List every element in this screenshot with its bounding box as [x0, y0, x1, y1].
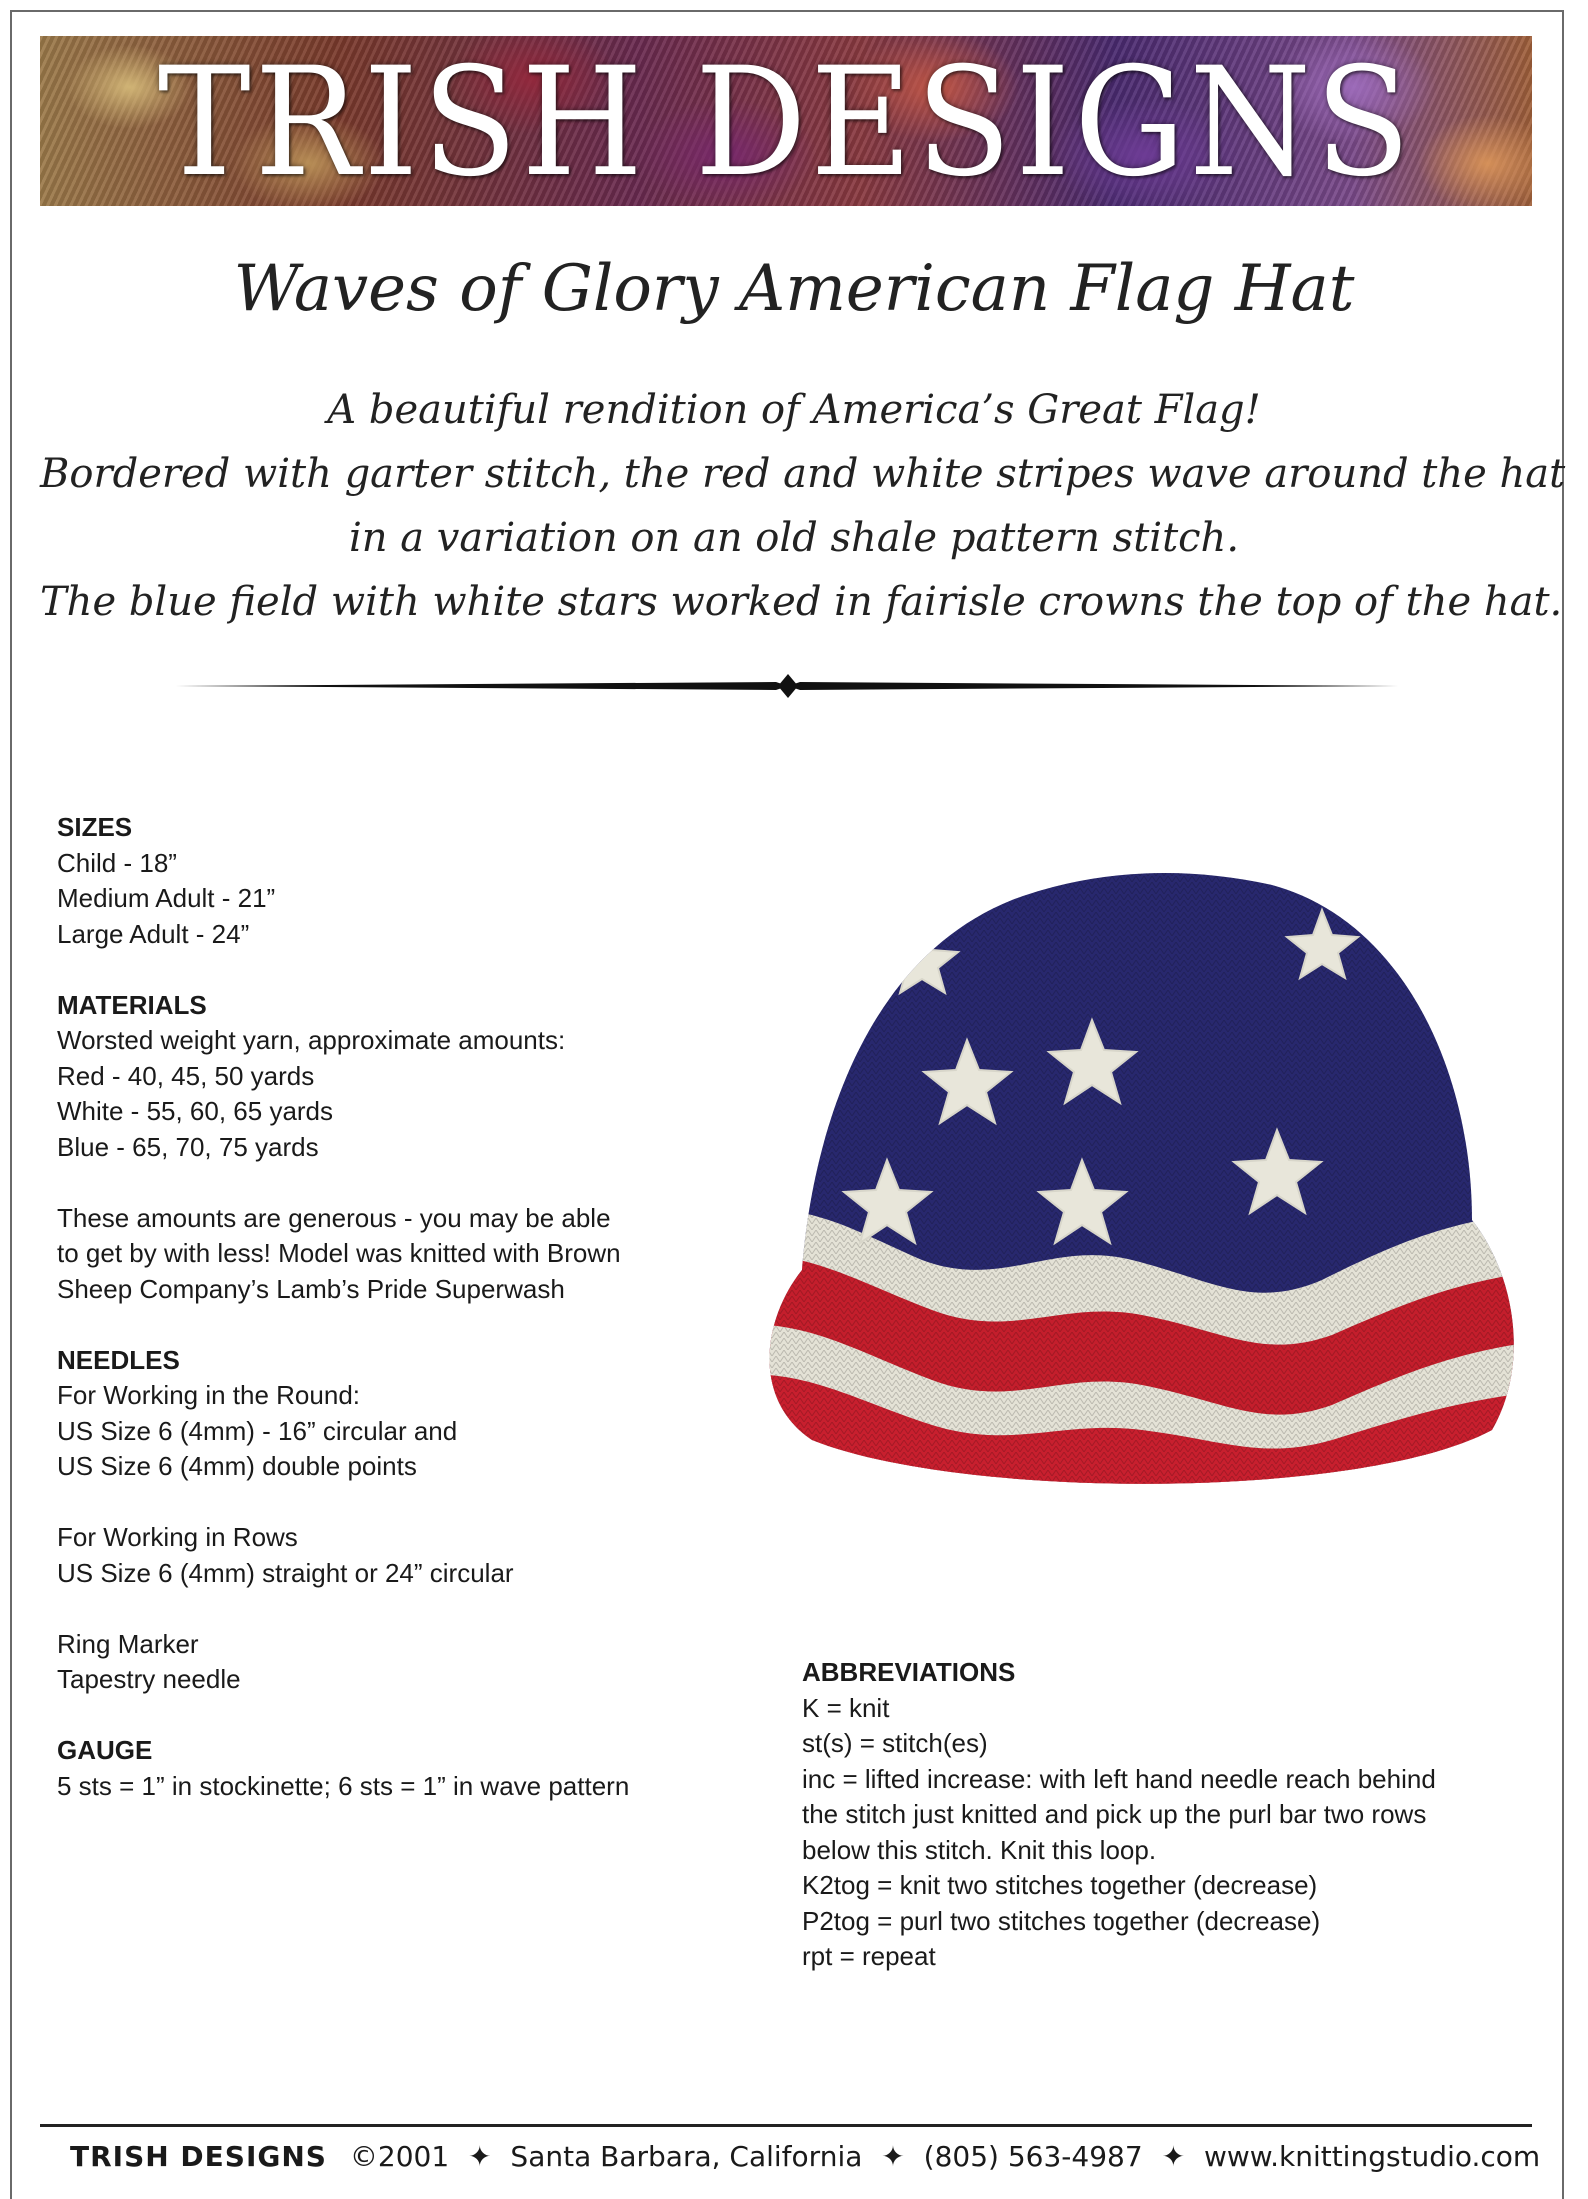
gauge-text: 5 sts = 1” in stockinette; 6 sts = 1” in wave pattern: [57, 1770, 630, 1801]
tagline: [40, 378, 1566, 634]
materials-line: Blue - 65, 70, 75 yards: [57, 1131, 319, 1162]
size-item: Child - 18”: [57, 847, 177, 878]
footer-separator-icon: ✦: [1161, 2140, 1186, 2173]
needles-line: For Working in Rows: [57, 1522, 298, 1552]
tagline-line: Bordered with garter stitch, the red and white stripes wave around the hat: [40, 451, 1566, 497]
notions-line: Tapestry needle: [57, 1664, 241, 1694]
materials-note-line: These amounts are generous - you may be able: [57, 1202, 611, 1233]
tagline-line: The blue field with white stars worked in fairisle crowns the top of the hat.: [40, 579, 1563, 625]
materials-line: Red - 40, 45, 50 yards: [57, 1060, 315, 1091]
footer-separator-icon: ✦: [881, 2140, 905, 2173]
footer-website-link[interactable]: www.knittingstudio.com: [1203, 2140, 1541, 2173]
abbreviations: [802, 1655, 1562, 1975]
abbreviation-line: K = knit: [802, 1692, 890, 1723]
needles-line: US Size 6 (4mm) straight or 24” circular: [57, 1557, 514, 1588]
needles-heading: NEEDLES: [57, 1344, 180, 1375]
gauge-heading: GAUGE: [57, 1735, 153, 1765]
header-banner: [40, 36, 1532, 206]
footer-rule: [40, 2124, 1532, 2127]
sizes-heading: SIZES: [57, 812, 133, 842]
materials-note-line: to get by with less! Model was knitted with Brown: [57, 1238, 621, 1268]
abbreviations-heading: ABBREVIATIONS: [802, 1657, 1016, 1687]
tagline-line: in a variation on an old shale pattern stitch.: [348, 515, 1240, 561]
footer-phone: (805) 563-4987: [923, 2140, 1143, 2173]
pattern-title: Waves of Glory American Flag Hat: [233, 252, 1355, 326]
materials-heading: MATERIALS: [57, 989, 207, 1020]
abbreviation-line: P2tog = purl two stitches together (decrease): [802, 1905, 1321, 1936]
size-item: Medium Adult - 21”: [57, 883, 276, 913]
flag-hat-image: [712, 840, 1548, 1512]
footer: [70, 2140, 1541, 2173]
banner-title: TRISH DESIGNS: [157, 36, 1415, 206]
materials-note-line: Sheep Company’s Lamb’s Pride Superwash: [57, 1273, 565, 1304]
abbreviation-line: inc = lifted increase: with left hand needle reach behind: [802, 1763, 1436, 1794]
ornamental-divider: [176, 668, 1400, 704]
abbreviation-line: below this stitch. Knit this loop.: [802, 1834, 1157, 1865]
needles-line: US Size 6 (4mm) - 16” circular and: [57, 1415, 458, 1446]
footer-copyright: ©2001: [349, 2140, 450, 2173]
abbreviation-line: rpt = repeat: [802, 1941, 936, 1971]
abbreviation-line: the stitch just knitted and pick up the purl bar two rows: [802, 1799, 1427, 1829]
needles-line: US Size 6 (4mm) double points: [57, 1451, 417, 1481]
footer-separator-icon: ✦: [468, 2140, 492, 2173]
abbreviation-line: st(s) = stitch(es): [802, 1728, 988, 1758]
needles-line: For Working in the Round:: [57, 1380, 360, 1410]
materials-line: White - 55, 60, 65 yards: [57, 1096, 334, 1126]
pattern-details: [57, 810, 737, 1804]
footer-location: Santa Barbara, California: [510, 2140, 863, 2173]
notions-line: Ring Marker: [57, 1628, 199, 1659]
footer-brand: TRISH DESIGNS: [70, 2140, 327, 2173]
tagline-line: A beautiful rendition of America’s Great Flag!: [327, 387, 1261, 433]
abbreviation-line: K2tog = knit two stitches together (decrease): [802, 1870, 1318, 1900]
materials-line: Worsted weight yarn, approximate amounts:: [57, 1025, 566, 1055]
size-item: Large Adult - 24”: [57, 918, 250, 949]
